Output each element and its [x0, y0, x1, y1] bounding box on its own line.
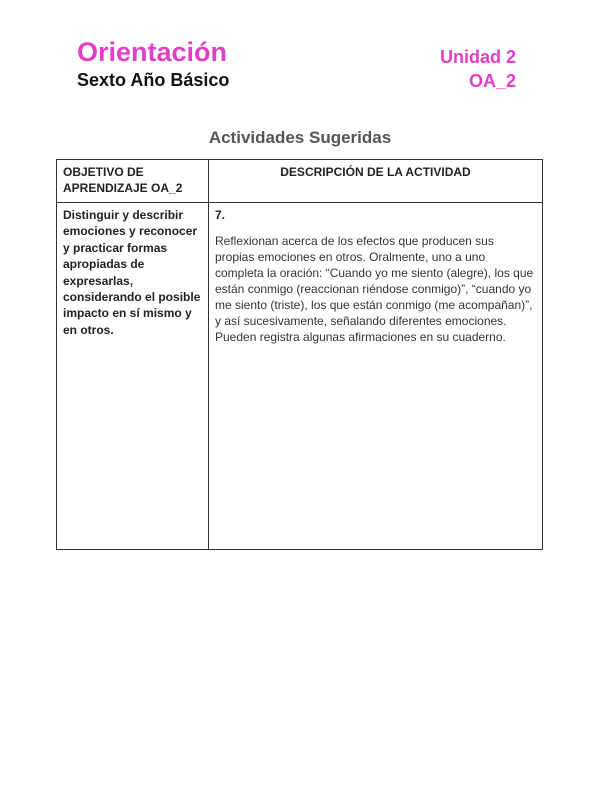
subject-title: Orientación [77, 37, 228, 67]
description-header: DESCRIPCIÓN DE LA ACTIVIDAD [209, 160, 543, 203]
activity-description: Reflexionan acerca de los efectos que producen sus propias emociones en otros. Oralmente, uno a uno completa la oración: “Cuando yo me siento (alegre), los que están conmigo (reaccionan riéndose conmigo)”, “cuando yo me siento (triste), los que están conmigo (me acompañan)”, y así sucesivamente, señalando diferentes emociones. Pueden registra algunas afirmaciones en su cuaderno. [215, 234, 534, 344]
table-header-row [57, 160, 543, 203]
header-left [77, 36, 229, 91]
header-right [440, 45, 516, 93]
activity-table [56, 159, 543, 550]
objective-header: OBJETIVO DE APRENDIZAJE OA_2 [57, 160, 209, 203]
unit-label: Unidad 2 [439, 47, 516, 67]
objective-text: Distinguir y describir emociones y reconocer y practicar formas apropiadas de expresarlas, considerando el posible impacto en sí mismo y en otros. [63, 208, 201, 337]
grade-label: Sexto Año Básico [77, 70, 230, 90]
table-row [57, 203, 543, 550]
section-title: Actividades Sugeridas [208, 128, 392, 147]
objective-cell [57, 203, 209, 550]
description-cell [209, 203, 543, 550]
oa-label: OA_2 [468, 71, 516, 91]
activity-number: 7. [215, 208, 226, 222]
